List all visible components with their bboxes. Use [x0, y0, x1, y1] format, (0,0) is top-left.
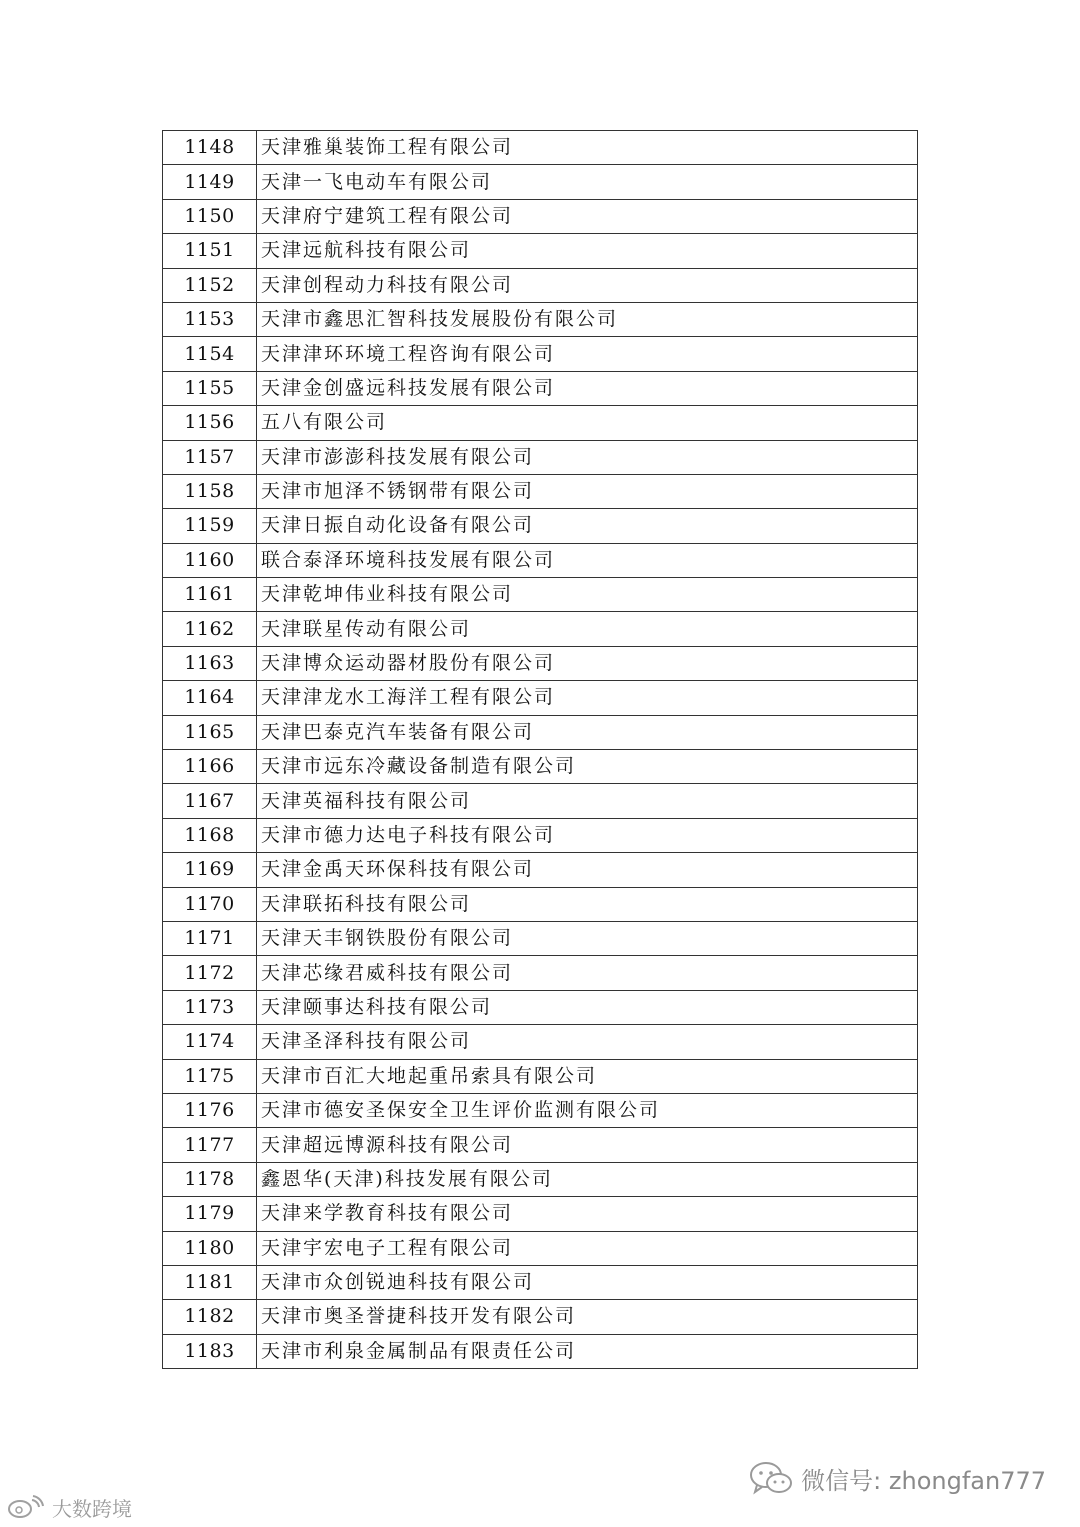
row-number: 1151	[163, 234, 257, 268]
row-number: 1156	[163, 406, 257, 440]
table-row	[163, 234, 918, 268]
wechat-watermark	[749, 1458, 1046, 1498]
row-number: 1157	[163, 440, 257, 474]
table-row	[163, 1025, 918, 1059]
table-row	[163, 784, 918, 818]
company-name: 天津津环环境工程咨询有限公司	[257, 337, 918, 371]
company-name: 天津雅巢装饰工程有限公司	[257, 131, 918, 165]
table-row	[163, 1231, 918, 1265]
company-name: 天津府宁建筑工程有限公司	[257, 199, 918, 233]
company-name: 天津宇宏电子工程有限公司	[257, 1231, 918, 1265]
row-number: 1173	[163, 990, 257, 1024]
table-row	[163, 956, 918, 990]
table-row	[163, 990, 918, 1024]
table-row	[163, 371, 918, 405]
row-number: 1183	[163, 1334, 257, 1368]
company-name: 天津天丰钢铁股份有限公司	[257, 921, 918, 955]
company-name: 天津远航科技有限公司	[257, 234, 918, 268]
row-number: 1154	[163, 337, 257, 371]
row-number: 1150	[163, 199, 257, 233]
table-row	[163, 1334, 918, 1368]
table-row	[163, 750, 918, 784]
company-name: 天津乾坤伟业科技有限公司	[257, 578, 918, 612]
company-name: 天津博众运动器材股份有限公司	[257, 646, 918, 680]
company-name: 天津市利泉金属制品有限责任公司	[257, 1334, 918, 1368]
table-row	[163, 921, 918, 955]
company-name: 天津市远东冷藏设备制造有限公司	[257, 750, 918, 784]
company-name: 天津日振自动化设备有限公司	[257, 509, 918, 543]
company-name: 天津芯缘君威科技有限公司	[257, 956, 918, 990]
row-number: 1160	[163, 543, 257, 577]
row-number: 1148	[163, 131, 257, 165]
table-row	[163, 509, 918, 543]
row-number: 1168	[163, 818, 257, 852]
table-row	[163, 543, 918, 577]
row-number: 1152	[163, 268, 257, 302]
wechat-icon	[749, 1461, 793, 1495]
table-row	[163, 406, 918, 440]
table-row	[163, 268, 918, 302]
row-number: 1176	[163, 1093, 257, 1127]
table-row	[163, 1128, 918, 1162]
table-row	[163, 337, 918, 371]
company-name: 天津市众创锐迪科技有限公司	[257, 1265, 918, 1299]
row-number: 1178	[163, 1162, 257, 1196]
company-name: 鑫恩华(天津)科技发展有限公司	[257, 1162, 918, 1196]
table-row	[163, 681, 918, 715]
table-row	[163, 646, 918, 680]
table-row	[163, 440, 918, 474]
row-number: 1175	[163, 1059, 257, 1093]
company-name: 天津英福科技有限公司	[257, 784, 918, 818]
company-name: 天津金禹天环保科技有限公司	[257, 853, 918, 887]
row-number: 1164	[163, 681, 257, 715]
company-name: 天津来学教育科技有限公司	[257, 1197, 918, 1231]
company-table	[162, 130, 918, 1369]
row-number: 1166	[163, 750, 257, 784]
company-name: 五八有限公司	[257, 406, 918, 440]
table-row	[163, 474, 918, 508]
company-name: 天津超远博源科技有限公司	[257, 1128, 918, 1162]
table-row	[163, 199, 918, 233]
row-number: 1182	[163, 1300, 257, 1334]
company-name: 天津市奥圣誉捷科技开发有限公司	[257, 1300, 918, 1334]
table-row	[163, 715, 918, 749]
table-row	[163, 1300, 918, 1334]
row-number: 1163	[163, 646, 257, 680]
company-name: 天津一飞电动车有限公司	[257, 165, 918, 199]
company-name: 联合泰泽环境科技发展有限公司	[257, 543, 918, 577]
company-name: 天津联拓科技有限公司	[257, 887, 918, 921]
table-row	[163, 612, 918, 646]
row-number: 1165	[163, 715, 257, 749]
weibo-icon	[6, 1494, 46, 1520]
row-number: 1177	[163, 1128, 257, 1162]
row-number: 1174	[163, 1025, 257, 1059]
weibo-watermark	[6, 1492, 132, 1522]
company-name: 天津圣泽科技有限公司	[257, 1025, 918, 1059]
row-number: 1167	[163, 784, 257, 818]
table-row	[163, 1162, 918, 1196]
row-number: 1169	[163, 853, 257, 887]
table-row	[163, 165, 918, 199]
company-name: 天津津龙水工海洋工程有限公司	[257, 681, 918, 715]
row-number: 1158	[163, 474, 257, 508]
row-number: 1180	[163, 1231, 257, 1265]
table-row	[163, 1059, 918, 1093]
company-name: 天津创程动力科技有限公司	[257, 268, 918, 302]
table-row	[163, 853, 918, 887]
company-name: 天津市鑫思汇智科技发展股份有限公司	[257, 302, 918, 336]
company-name: 天津市德安圣保安全卫生评价监测有限公司	[257, 1093, 918, 1127]
company-name: 天津市德力达电子科技有限公司	[257, 818, 918, 852]
company-name: 天津金创盛远科技发展有限公司	[257, 371, 918, 405]
row-number: 1171	[163, 921, 257, 955]
row-number: 1170	[163, 887, 257, 921]
row-number: 1153	[163, 302, 257, 336]
company-name: 天津市旭泽不锈钢带有限公司	[257, 474, 918, 508]
company-name: 天津市百汇大地起重吊索具有限公司	[257, 1059, 918, 1093]
row-number: 1159	[163, 509, 257, 543]
row-number: 1149	[163, 165, 257, 199]
table-row	[163, 302, 918, 336]
weibo-name-text: 大数跨境	[52, 1496, 132, 1521]
row-number: 1172	[163, 956, 257, 990]
company-name: 天津联星传动有限公司	[257, 612, 918, 646]
company-name: 天津颐事达科技有限公司	[257, 990, 918, 1024]
table-row	[163, 578, 918, 612]
table-row	[163, 887, 918, 921]
table-body	[163, 131, 918, 1369]
table-row	[163, 1093, 918, 1127]
row-number: 1179	[163, 1197, 257, 1231]
table-row	[163, 1265, 918, 1299]
row-number: 1155	[163, 371, 257, 405]
table-row	[163, 818, 918, 852]
row-number: 1162	[163, 612, 257, 646]
company-name: 天津市澎澎科技发展有限公司	[257, 440, 918, 474]
row-number: 1161	[163, 578, 257, 612]
wechat-id-text: 微信号: zhongfan777	[801, 1466, 1046, 1495]
table-row	[163, 1197, 918, 1231]
company-name: 天津巴泰克汽车装备有限公司	[257, 715, 918, 749]
table-row	[163, 131, 918, 165]
row-number: 1181	[163, 1265, 257, 1299]
